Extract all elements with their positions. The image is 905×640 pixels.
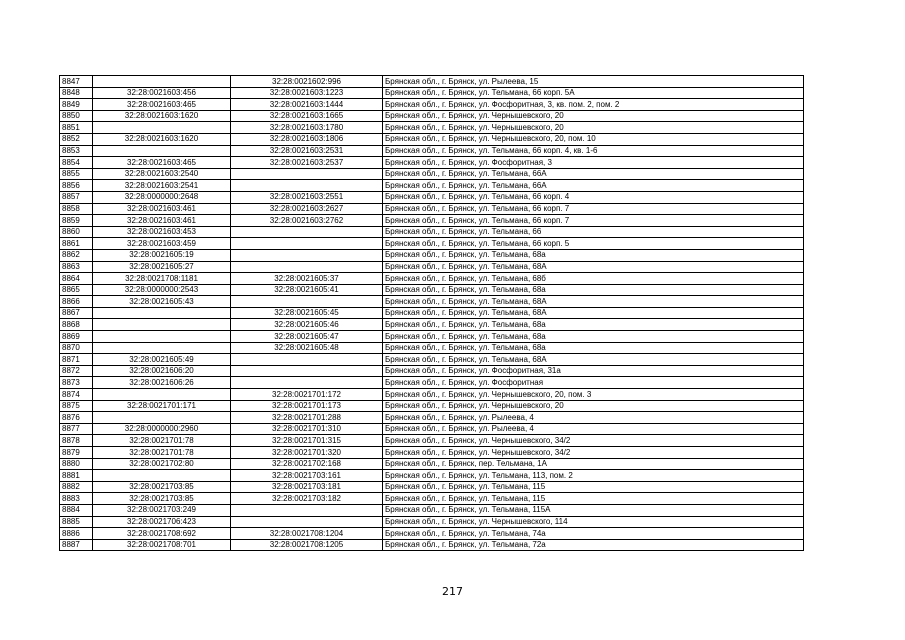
row-number-cell: 8857	[60, 191, 93, 203]
row-number-cell: 8856	[60, 180, 93, 192]
building-cadastral-number-cell: 32:28:0021701:288	[231, 412, 383, 424]
row-number-cell: 8854	[60, 157, 93, 169]
table-row	[60, 528, 804, 540]
address-cell: Брянская обл., г. Брянск, ул. Тельмана, 68А	[383, 307, 804, 319]
row-number-cell: 8863	[60, 261, 93, 273]
building-cadastral-number-cell	[231, 249, 383, 261]
cadastral-number-cell: 32:28:0021605:19	[93, 249, 231, 261]
address-cell: Брянская обл., г. Брянск, ул. Тельмана, 66 корп. 5А	[383, 87, 804, 99]
building-cadastral-number-cell: 32:28:0021708:1205	[231, 539, 383, 551]
building-cadastral-number-cell: 32:28:0021605:46	[231, 319, 383, 331]
building-cadastral-number-cell	[231, 354, 383, 366]
table-row	[60, 110, 804, 122]
building-cadastral-number-cell	[231, 261, 383, 273]
building-cadastral-number-cell: 32:28:0021603:2537	[231, 157, 383, 169]
cadastral-number-cell: 32:28:0021606:20	[93, 365, 231, 377]
building-cadastral-number-cell: 32:28:0021605:37	[231, 273, 383, 285]
cadastral-number-cell: 32:28:0021703:85	[93, 493, 231, 505]
row-number-cell: 8871	[60, 354, 93, 366]
table-row	[60, 470, 804, 482]
building-cadastral-number-cell: 32:28:0021603:1806	[231, 133, 383, 145]
row-number-cell: 8883	[60, 493, 93, 505]
building-cadastral-number-cell: 32:28:0021603:1780	[231, 122, 383, 134]
address-cell: Брянская обл., г. Брянск, ул. Тельмана, 68а	[383, 284, 804, 296]
building-cadastral-number-cell	[231, 377, 383, 389]
address-cell: Брянская обл., г. Брянск, ул. Тельмана, 66	[383, 226, 804, 238]
cadastral-number-cell: 32:28:0021702:80	[93, 458, 231, 470]
address-cell: Брянская обл., г. Брянск, ул. Чернышевского, 20	[383, 122, 804, 134]
cadastral-number-cell	[93, 122, 231, 134]
address-cell: Брянская обл., г. Брянск, ул. Рылеева, 15	[383, 76, 804, 88]
address-cell: Брянская обл., г. Брянск, ул. Чернышевского, 20, пом. 3	[383, 389, 804, 401]
address-cell: Брянская обл., г. Брянск, ул. Фосфоритная	[383, 377, 804, 389]
address-cell: Брянская обл., г. Брянск, ул. Тельмана, 66 корп. 4, кв. 1-6	[383, 145, 804, 157]
building-cadastral-number-cell: 32:28:0021701:315	[231, 435, 383, 447]
table-row	[60, 423, 804, 435]
table-row	[60, 377, 804, 389]
building-cadastral-number-cell: 32:28:0021603:1665	[231, 110, 383, 122]
address-cell: Брянская обл., г. Брянск, ул. Рылеева, 4	[383, 412, 804, 424]
row-number-cell: 8878	[60, 435, 93, 447]
row-number-cell: 8849	[60, 99, 93, 111]
address-cell: Брянская обл., г. Брянск, ул. Тельмана, 72а	[383, 539, 804, 551]
table-row	[60, 504, 804, 516]
cadastral-number-cell: 32:28:0021603:1620	[93, 110, 231, 122]
cadastral-number-cell: 32:28:0021603:2541	[93, 180, 231, 192]
address-cell: Брянская обл., г. Брянск, пер. Тельмана, 1А	[383, 458, 804, 470]
row-number-cell: 8870	[60, 342, 93, 354]
cadastral-number-cell: 32:28:0021605:27	[93, 261, 231, 273]
row-number-cell: 8873	[60, 377, 93, 389]
building-cadastral-number-cell	[231, 504, 383, 516]
row-number-cell: 8851	[60, 122, 93, 134]
cadastral-number-cell	[93, 145, 231, 157]
table-row	[60, 539, 804, 551]
row-number-cell: 8866	[60, 296, 93, 308]
cadastral-number-cell	[93, 307, 231, 319]
row-number-cell: 8859	[60, 215, 93, 227]
row-number-cell: 8879	[60, 447, 93, 459]
address-cell: Брянская обл., г. Брянск, ул. Чернышевского, 20	[383, 400, 804, 412]
table-row	[60, 261, 804, 273]
table-row	[60, 180, 804, 192]
row-number-cell: 8860	[60, 226, 93, 238]
row-number-cell: 8847	[60, 76, 93, 88]
row-number-cell: 8865	[60, 284, 93, 296]
building-cadastral-number-cell: 32:28:0021603:1444	[231, 99, 383, 111]
cadastral-number-cell: 32:28:0021701:78	[93, 447, 231, 459]
cadastral-number-cell: 32:28:0021708:1181	[93, 273, 231, 285]
cadastral-number-cell	[93, 76, 231, 88]
address-cell: Брянская обл., г. Брянск, ул. Тельмана, 74а	[383, 528, 804, 540]
cadastral-number-cell: 32:28:0021706:423	[93, 516, 231, 528]
address-cell: Брянская обл., г. Брянск, ул. Тельмана, 68а	[383, 319, 804, 331]
row-number-cell: 8868	[60, 319, 93, 331]
building-cadastral-number-cell: 32:28:0021603:2627	[231, 203, 383, 215]
address-cell: Брянская обл., г. Брянск, ул. Фосфоритная, 3	[383, 157, 804, 169]
address-cell: Брянская обл., г. Брянск, ул. Тельмана, 68а	[383, 342, 804, 354]
page-number: 217	[442, 585, 463, 598]
building-cadastral-number-cell: 32:28:0021701:320	[231, 447, 383, 459]
table-row	[60, 249, 804, 261]
table-row	[60, 284, 804, 296]
building-cadastral-number-cell	[231, 365, 383, 377]
registry-table	[59, 75, 804, 551]
building-cadastral-number-cell	[231, 296, 383, 308]
address-cell: Брянская обл., г. Брянск, ул. Рылеева, 4	[383, 423, 804, 435]
address-cell: Брянская обл., г. Брянск, ул. Чернышевского, 20	[383, 110, 804, 122]
building-cadastral-number-cell	[231, 238, 383, 250]
table-row	[60, 458, 804, 470]
building-cadastral-number-cell	[231, 226, 383, 238]
table-row	[60, 226, 804, 238]
row-number-cell: 8886	[60, 528, 93, 540]
address-cell: Брянская обл., г. Брянск, ул. Тельмана, 113, пом. 2	[383, 470, 804, 482]
table-row	[60, 122, 804, 134]
address-cell: Брянская обл., г. Брянск, ул. Тельмана, 68б	[383, 273, 804, 285]
cadastral-number-cell: 32:28:0000000:2648	[93, 191, 231, 203]
cadastral-number-cell: 32:28:0021605:43	[93, 296, 231, 308]
building-cadastral-number-cell: 32:28:0021702:168	[231, 458, 383, 470]
building-cadastral-number-cell: 32:28:0021703:161	[231, 470, 383, 482]
address-cell: Брянская обл., г. Брянск, ул. Фосфоритная, 3, кв. пом. 2, пом. 2	[383, 99, 804, 111]
address-cell: Брянская обл., г. Брянск, ул. Тельмана, 66А	[383, 180, 804, 192]
cadastral-number-cell: 32:28:0021708:692	[93, 528, 231, 540]
row-number-cell: 8876	[60, 412, 93, 424]
cadastral-number-cell: 32:28:0021603:461	[93, 215, 231, 227]
address-cell: Брянская обл., г. Брянск, ул. Тельмана, 115А	[383, 504, 804, 516]
building-cadastral-number-cell: 32:28:0021603:1223	[231, 87, 383, 99]
table-row	[60, 400, 804, 412]
row-number-cell: 8887	[60, 539, 93, 551]
row-number-cell: 8874	[60, 389, 93, 401]
table-row	[60, 331, 804, 343]
address-cell: Брянская обл., г. Брянск, ул. Чернышевского, 114	[383, 516, 804, 528]
address-cell: Брянская обл., г. Брянск, ул. Фосфоритная, 31а	[383, 365, 804, 377]
building-cadastral-number-cell	[231, 168, 383, 180]
address-cell: Брянская обл., г. Брянск, ул. Тельмана, 66 корп. 5	[383, 238, 804, 250]
table-row	[60, 168, 804, 180]
row-number-cell: 8884	[60, 504, 93, 516]
row-number-cell: 8880	[60, 458, 93, 470]
building-cadastral-number-cell	[231, 516, 383, 528]
cadastral-number-cell: 32:28:0021603:459	[93, 238, 231, 250]
table-row	[60, 145, 804, 157]
building-cadastral-number-cell: 32:28:0021703:181	[231, 481, 383, 493]
building-cadastral-number-cell: 32:28:0021701:172	[231, 389, 383, 401]
row-number-cell: 8853	[60, 145, 93, 157]
table-row	[60, 296, 804, 308]
address-cell: Брянская обл., г. Брянск, ул. Чернышевского, 34/2	[383, 435, 804, 447]
address-cell: Брянская обл., г. Брянск, ул. Тельмана, 68а	[383, 249, 804, 261]
cadastral-number-cell: 32:28:0000000:2543	[93, 284, 231, 296]
address-cell: Брянская обл., г. Брянск, ул. Тельмана, 66 корп. 4	[383, 191, 804, 203]
row-number-cell: 8877	[60, 423, 93, 435]
table-row	[60, 319, 804, 331]
address-cell: Брянская обл., г. Брянск, ул. Тельмана, 66А	[383, 168, 804, 180]
cadastral-number-cell	[93, 319, 231, 331]
address-cell: Брянская обл., г. Брянск, ул. Тельмана, 68А	[383, 354, 804, 366]
row-number-cell: 8852	[60, 133, 93, 145]
table-row	[60, 307, 804, 319]
table-row	[60, 76, 804, 88]
building-cadastral-number-cell: 32:28:0021605:48	[231, 342, 383, 354]
table-row	[60, 203, 804, 215]
table-row	[60, 157, 804, 169]
row-number-cell: 8869	[60, 331, 93, 343]
building-cadastral-number-cell: 32:28:0021701:173	[231, 400, 383, 412]
row-number-cell: 8855	[60, 168, 93, 180]
address-cell: Брянская обл., г. Брянск, ул. Чернышевского, 34/2	[383, 447, 804, 459]
building-cadastral-number-cell: 32:28:0021605:45	[231, 307, 383, 319]
cadastral-number-cell: 32:28:0021703:249	[93, 504, 231, 516]
row-number-cell: 8875	[60, 400, 93, 412]
cadastral-number-cell: 32:28:0021603:461	[93, 203, 231, 215]
building-cadastral-number-cell: 32:28:0021703:182	[231, 493, 383, 505]
table-row	[60, 191, 804, 203]
building-cadastral-number-cell: 32:28:0021701:310	[231, 423, 383, 435]
address-cell: Брянская обл., г. Брянск, ул. Чернышевского, 20, пом. 10	[383, 133, 804, 145]
table-row	[60, 342, 804, 354]
address-cell: Брянская обл., г. Брянск, ул. Тельмана, 66 корп. 7	[383, 215, 804, 227]
address-cell: Брянская обл., г. Брянск, ул. Тельмана, 66 корп. 7	[383, 203, 804, 215]
row-number-cell: 8881	[60, 470, 93, 482]
table-row	[60, 412, 804, 424]
building-cadastral-number-cell	[231, 180, 383, 192]
address-cell: Брянская обл., г. Брянск, ул. Тельмана, 115	[383, 493, 804, 505]
table-row	[60, 238, 804, 250]
cadastral-number-cell: 32:28:0021701:171	[93, 400, 231, 412]
address-cell: Брянская обл., г. Брянск, ул. Тельмана, 115	[383, 481, 804, 493]
address-cell: Брянская обл., г. Брянск, ул. Тельмана, 68А	[383, 296, 804, 308]
cadastral-number-cell: 32:28:0021603:465	[93, 99, 231, 111]
cadastral-number-cell: 32:28:0021603:2540	[93, 168, 231, 180]
row-number-cell: 8848	[60, 87, 93, 99]
table-row	[60, 447, 804, 459]
cadastral-number-cell: 32:28:0021603:465	[93, 157, 231, 169]
table-row	[60, 354, 804, 366]
address-cell: Брянская обл., г. Брянск, ул. Тельмана, 68а	[383, 331, 804, 343]
table-row	[60, 365, 804, 377]
cadastral-number-cell: 32:28:0021703:85	[93, 481, 231, 493]
row-number-cell: 8864	[60, 273, 93, 285]
table-row	[60, 133, 804, 145]
cadastral-number-cell	[93, 389, 231, 401]
row-number-cell: 8867	[60, 307, 93, 319]
table-row	[60, 215, 804, 227]
table-row	[60, 87, 804, 99]
row-number-cell: 8885	[60, 516, 93, 528]
table-row	[60, 493, 804, 505]
table-row	[60, 516, 804, 528]
row-number-cell: 8850	[60, 110, 93, 122]
cadastral-number-cell	[93, 342, 231, 354]
cadastral-number-cell: 32:28:0021701:78	[93, 435, 231, 447]
row-number-cell: 8882	[60, 481, 93, 493]
building-cadastral-number-cell: 32:28:0021603:2551	[231, 191, 383, 203]
cadastral-number-cell	[93, 331, 231, 343]
table-row	[60, 273, 804, 285]
building-cadastral-number-cell: 32:28:0021605:41	[231, 284, 383, 296]
building-cadastral-number-cell: 32:28:0021708:1204	[231, 528, 383, 540]
building-cadastral-number-cell: 32:28:0021605:47	[231, 331, 383, 343]
cadastral-number-cell: 32:28:0021603:456	[93, 87, 231, 99]
table-row	[60, 435, 804, 447]
building-cadastral-number-cell: 32:28:0021603:2531	[231, 145, 383, 157]
cadastral-number-cell: 32:28:0021606:26	[93, 377, 231, 389]
row-number-cell: 8861	[60, 238, 93, 250]
cadastral-number-cell	[93, 470, 231, 482]
cadastral-number-cell: 32:28:0021708:701	[93, 539, 231, 551]
building-cadastral-number-cell: 32:28:0021602:996	[231, 76, 383, 88]
address-cell: Брянская обл., г. Брянск, ул. Тельмана, 68А	[383, 261, 804, 273]
row-number-cell: 8862	[60, 249, 93, 261]
row-number-cell: 8872	[60, 365, 93, 377]
cadastral-number-cell: 32:28:0021603:453	[93, 226, 231, 238]
cadastral-number-cell: 32:28:0021603:1620	[93, 133, 231, 145]
cadastral-number-cell: 32:28:0000000:2960	[93, 423, 231, 435]
building-cadastral-number-cell: 32:28:0021603:2762	[231, 215, 383, 227]
table-row	[60, 99, 804, 111]
cadastral-number-cell: 32:28:0021605:49	[93, 354, 231, 366]
registry-table-body	[60, 76, 804, 551]
cadastral-number-cell	[93, 412, 231, 424]
table-row	[60, 481, 804, 493]
table-row	[60, 389, 804, 401]
row-number-cell: 8858	[60, 203, 93, 215]
